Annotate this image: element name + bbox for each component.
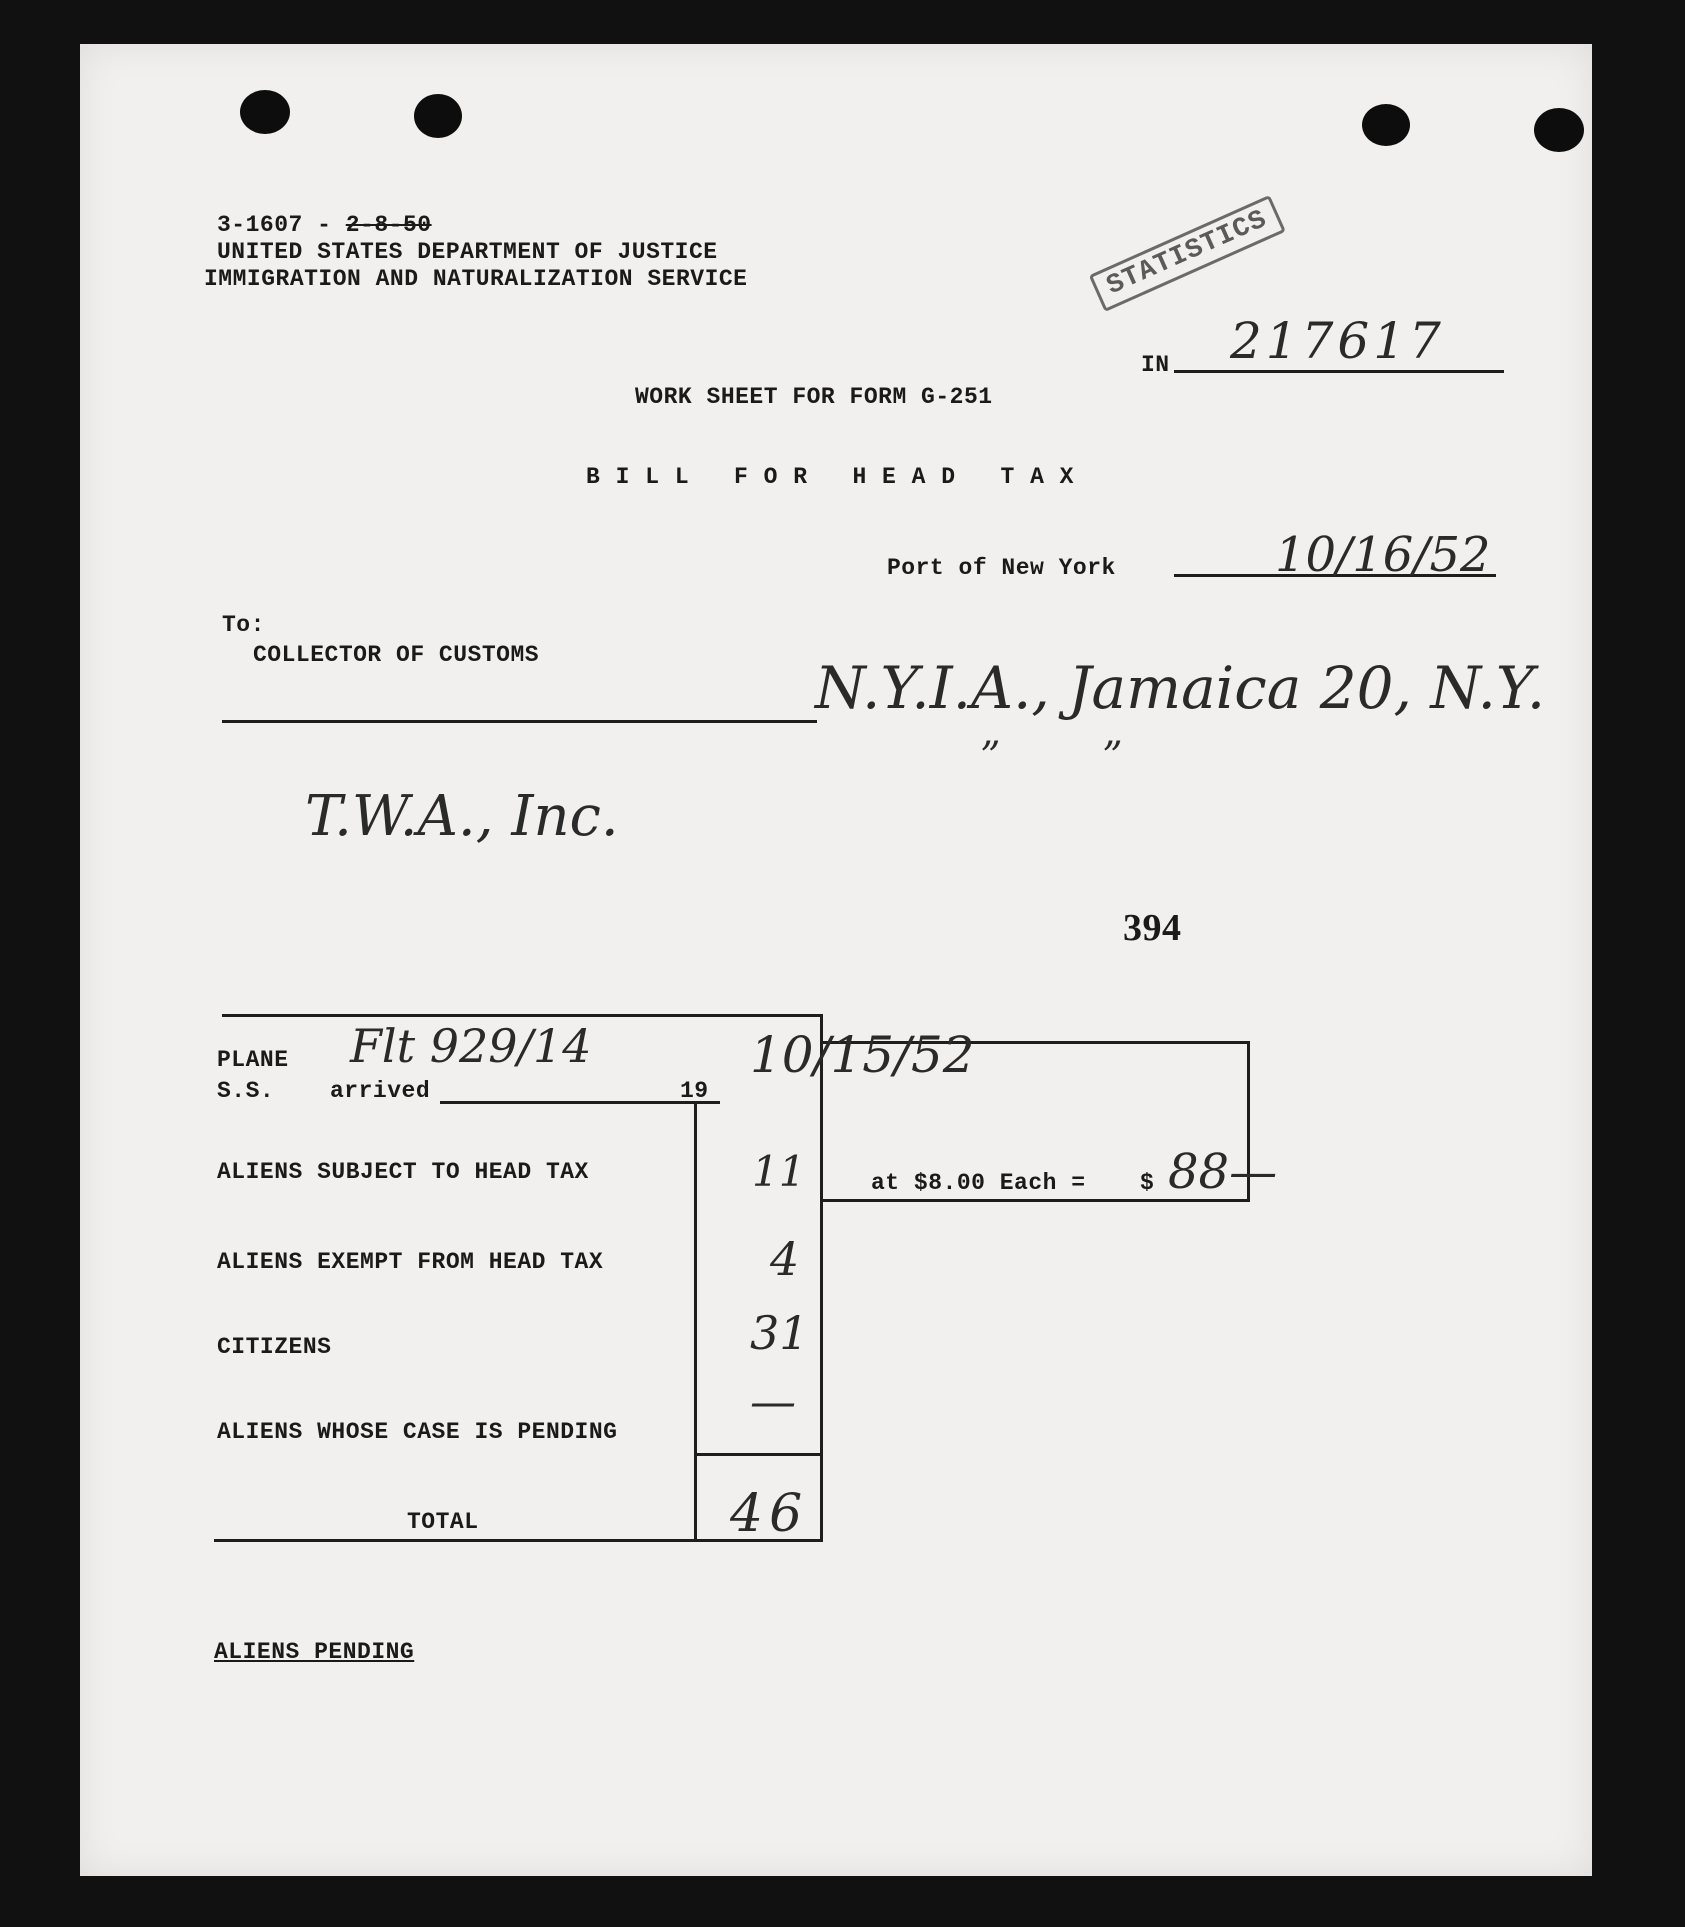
tax-amount: 88— [1168, 1144, 1278, 1200]
total-divider [694, 1453, 823, 1456]
document-sheet [80, 44, 1592, 1876]
ss-label: S.S. [217, 1078, 275, 1104]
flight-number: Flt 929/14 [350, 1019, 592, 1073]
reference-number: 394 [1123, 907, 1182, 949]
ditto-marks: ” ” [980, 734, 1123, 780]
collector-underline [222, 720, 817, 723]
arrived-underline [440, 1101, 696, 1104]
form-number: 3-1607 - 2-8-50 [217, 212, 432, 238]
table-top-line [222, 1014, 822, 1017]
value-column-left-border [694, 1101, 697, 1542]
punch-hole-icon [1534, 108, 1584, 152]
arrival-date: 10/15/52 [750, 1026, 975, 1084]
port-date: 10/16/52 [1275, 527, 1491, 583]
year-prefix: 19 [680, 1078, 709, 1104]
plane-label: PLANE [217, 1047, 289, 1073]
tax-rate-text: at $8.00 Each = [871, 1170, 1086, 1196]
table-right-border [820, 1014, 823, 1542]
in-underline [1174, 370, 1504, 373]
tax-currency: $ [1140, 1170, 1155, 1196]
row-value-pending: — [750, 1374, 796, 1428]
carrier: T.W.A., Inc. [305, 784, 619, 849]
collector-label: COLLECTOR OF CUSTOMS [253, 642, 540, 668]
row-label-subject: ALIENS SUBJECT TO HEAD TAX [217, 1159, 589, 1185]
aliens-pending-label: ALIENS PENDING [214, 1639, 415, 1665]
punch-hole-icon [1362, 104, 1410, 146]
punch-hole-icon [240, 90, 290, 134]
total-value: 46 [730, 1484, 809, 1544]
row-value-citizens: 31 [750, 1306, 809, 1360]
agency-line-2: IMMIGRATION AND NATURALIZATION SERVICE [204, 266, 748, 292]
in-label: IN [1141, 352, 1170, 378]
row-value-subject: 11 [752, 1147, 806, 1196]
row-value-exempt: 4 [770, 1232, 800, 1286]
statistics-stamp: STATISTICS [1089, 195, 1286, 312]
row-label-exempt: ALIENS EXEMPT FROM HEAD TAX [217, 1249, 604, 1275]
total-label: TOTAL [407, 1509, 479, 1535]
to-label: To: [222, 612, 265, 638]
row-label-citizens: CITIZENS [217, 1334, 332, 1360]
in-number: 217617 [1230, 312, 1445, 370]
agency-line-1: UNITED STATES DEPARTMENT OF JUSTICE [217, 239, 718, 265]
collector-location: N.Y.I.A., Jamaica 20, N.Y. [815, 654, 1546, 722]
form-date: 2-8-50 [345, 212, 432, 238]
port-label: Port of New York [887, 555, 1116, 581]
arrived-label: arrived [330, 1078, 431, 1104]
bill-title: B I L L F O R H E A D T A X [586, 464, 1075, 490]
worksheet-title: WORK SHEET FOR FORM G-251 [635, 384, 993, 410]
punch-hole-icon [414, 94, 462, 138]
row-label-pending: ALIENS WHOSE CASE IS PENDING [217, 1419, 618, 1445]
